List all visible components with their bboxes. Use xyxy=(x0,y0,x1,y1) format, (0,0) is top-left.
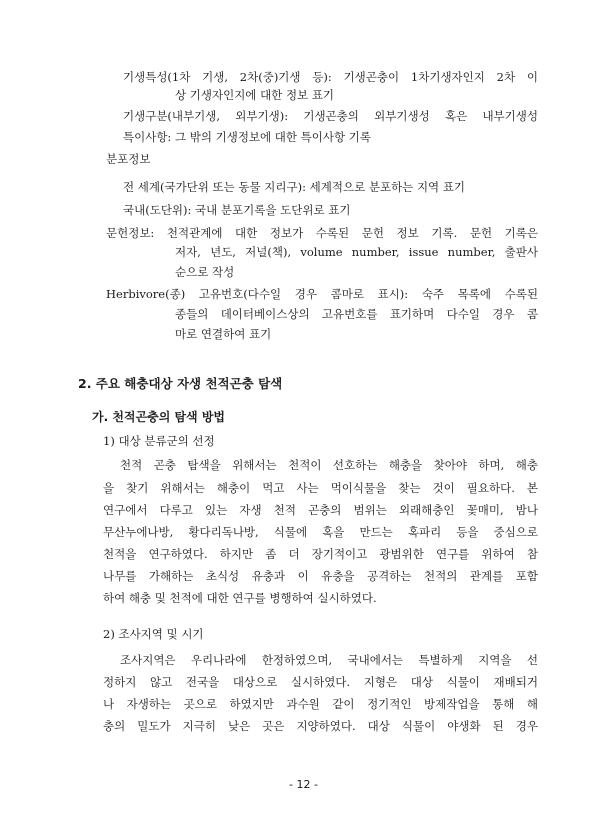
field-literature-line1: 문헌정보: 천적관계에 대한 정보가 수록된 문헌 정보 기록. 문헌 기록은 xyxy=(106,226,538,240)
paragraph-line: 연구에서 다루고 있는 자생 천적 곤충의 범위는 외래해충인 꽃매미, 밤나 xyxy=(103,503,538,517)
field-literature-line3: 순으로 작성 xyxy=(175,265,235,279)
field-herbivore-line1: Herbivore(종) 고유번호(다수일 경우 콤마로 표시): 숙주 목록에 수록된 xyxy=(106,287,538,301)
field-special-notes: 특이사항: 그 밖의 기생정보에 대한 특이사항 기록 xyxy=(123,130,371,144)
field-literature-line2: 저자, 년도, 저널(책), volume number, issue number, 출판사 xyxy=(175,245,538,259)
field-world-distribution: 전 세계(국가단위 또는 동물 지리구): 세계적으로 분포하는 지역 표기 xyxy=(123,180,466,194)
paragraph-line: 무산누에나방, 황다리독나방, 식물에 혹을 만드는 혹파리 등을 중심으로 xyxy=(103,525,538,539)
field-host-character-line1: 기생특성(1차 기생, 2차(중)기생 등): 기생곤충이 1차기생자인지 2차 이 xyxy=(123,70,538,84)
field-herbivore-line2: 종들의 데이터베이스상의 고유번호를 표기하며 다수일 경우 콤 xyxy=(175,307,538,321)
field-herbivore-line3: 마로 연결하여 표기 xyxy=(175,327,272,341)
section-title: 2. 주요 해충대상 자생 천적곤충 탐색 xyxy=(78,376,283,391)
paragraph-line: 천적을 연구하였다. 하지만 좀 더 장기적이고 광범위한 연구를 위하여 참 xyxy=(103,547,538,561)
item-title-survey-area: 2) 조사지역 및 시기 xyxy=(103,627,204,641)
paragraph-line: 천적 곤충 탐색을 위해서는 천적이 선호하는 해충을 찾아야 하며, 해충 xyxy=(120,458,538,472)
page-number: - 12 - xyxy=(289,778,318,791)
field-host-character-line2: 상 기생자인지에 대한 정보 표기 xyxy=(175,88,335,102)
field-host-type: 기생구분(내부기생, 외부기생): 기생곤충의 외부기생성 혹은 내부기생성 xyxy=(123,109,538,123)
paragraph-line: 하여 해충 및 천적에 대한 연구를 병행하여 실시하였다. xyxy=(103,591,377,605)
paragraph-line: 을 찾기 위해서는 해충이 먹고 사는 먹이식물을 찾는 것이 필요하다. 본 xyxy=(103,481,538,495)
paragraph-line: 충의 밀도가 지극히 낮은 곳은 지양하였다. 대상 식물이 야생화 된 경우 xyxy=(103,719,538,733)
paragraph-line: 정하지 않고 전국을 대상으로 실시하였다. 지형은 대상 식물이 재배되거 xyxy=(103,675,538,689)
field-domestic-distribution: 국내(도단위): 국내 분포기록을 도단위로 표기 xyxy=(123,203,351,217)
item-title-target-taxa: 1) 대상 분류군의 선정 xyxy=(103,434,215,448)
paragraph-line: 나 자생하는 곳으로 하였지만 과수원 같이 정기적인 방제작업을 통해 해 xyxy=(103,697,538,711)
paragraph-line: 나무를 가해하는 초식성 유충과 이 유충을 공격하는 천적의 관계를 포함 xyxy=(103,569,538,583)
field-distribution: 분포정보 xyxy=(106,152,151,166)
paragraph-line: 조사지역은 우리나라에 한정하였으며, 국내에서는 특별하게 지역을 선 xyxy=(120,653,538,667)
subsection-title: 가. 천적곤충의 탐색 방법 xyxy=(92,410,226,424)
